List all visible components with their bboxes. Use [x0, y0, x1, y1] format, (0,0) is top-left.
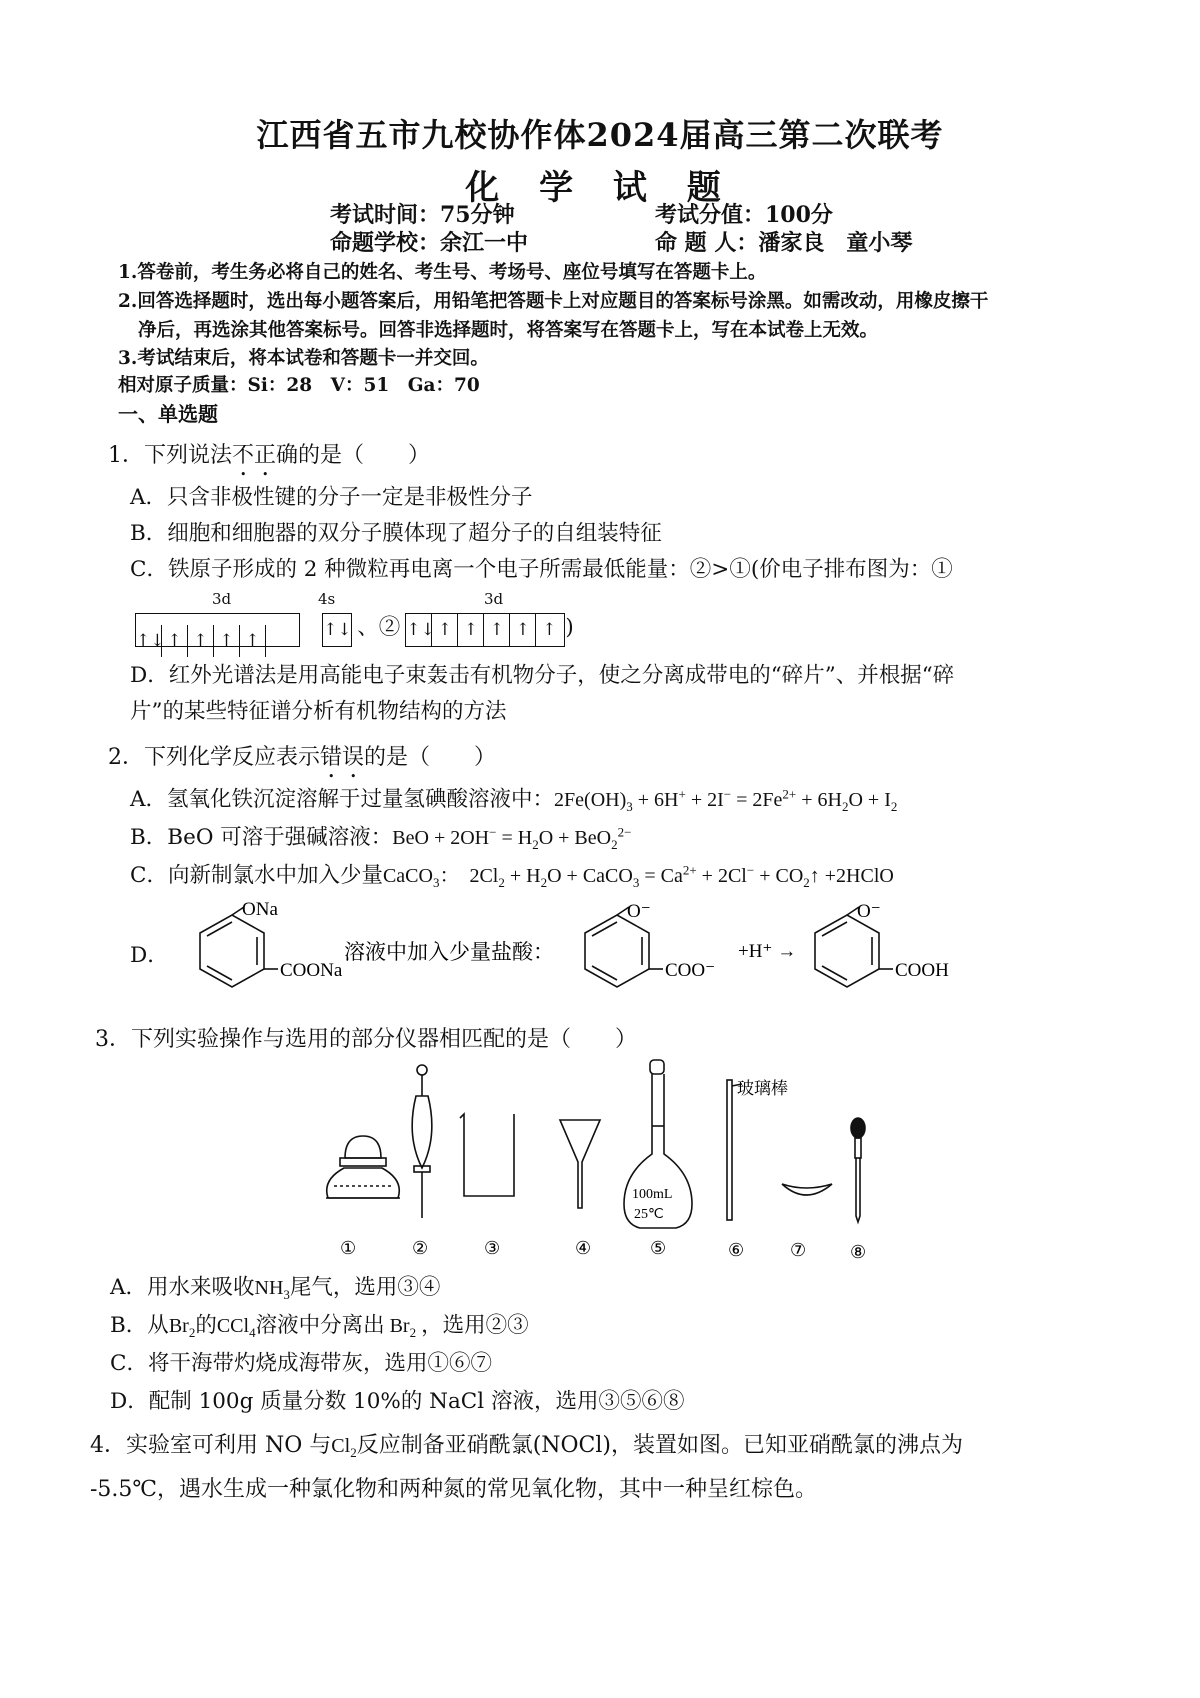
authors: 命 题 人：潘家良 童小琴 [655, 230, 913, 256]
q3-apparatus-figure [310, 1058, 880, 1268]
flask-label-temp: 25℃ [634, 1207, 664, 1222]
q2-d-mid-text: 溶液中加入少量盐酸： [344, 940, 554, 964]
q2-option-d-structures [160, 895, 1080, 1005]
school: 命题学校：余江一中 [330, 230, 529, 256]
q1-option-c: C．铁原子形成的 2 种微粒再电离一个电子所需最低能量：②>①(价电子排布图为：① [130, 557, 953, 582]
exam-title: 江西省五市九校协作体2024届高三第二次联考 [256, 116, 944, 154]
q2-option-a: A．氢氧化铁沉淀溶解于过量氢碘酸溶液中：$2Fe(OH)_3 + 6H^+ + 2I^- = 2Fe^{2+} + 6H_2O + I_2$ [130, 786, 898, 814]
q2-stem: 2．下列化学反应表示错误的是（ ） [108, 745, 497, 770]
orbital-separator: 、② [357, 615, 401, 640]
section-heading: 一、单选题 [118, 402, 218, 426]
apparatus-num-4: ④ [575, 1238, 592, 1258]
p2-side-label: COOH [895, 960, 949, 981]
orbital-label-3d-2: 3d [484, 590, 504, 608]
q3-option-c: C．将干海带灼烧成海带灰，选用①⑥⑦ [110, 1351, 492, 1376]
note-2-cont: 净后，再选涂其他答案标号。回答非选择题时，将答案写在答题卡上，写在本试卷上无效。 [138, 320, 879, 341]
exam-time: 考试时间：75分钟 [330, 202, 515, 228]
note-1: 1.答卷前，考生务必将自己的姓名、考生号、考场号、座位号填写在答题卡上。 [118, 262, 767, 283]
q4-line1: 4．实验室可利用 NO 与$Cl_2$反应制备亚硝酰氯(NOCl)，装置如图。已知亚硝酰氯的沸点为 [90, 1433, 964, 1460]
plus-h-label: +H⁺ → [738, 941, 797, 962]
flask-label-volume: 100mL [632, 1187, 673, 1202]
p1-side-label: COO⁻ [665, 960, 716, 981]
apparatus-num-6: ⑥ [728, 1240, 745, 1260]
q3-option-d: D．配制 100g 质量分数 10%的 NaCl 溶液，选用③⑤⑥⑧ [110, 1389, 685, 1414]
atomic-mass: 相对原子质量：Si：28 V：51 Ga：70 [118, 375, 480, 396]
p1-top-label: O⁻ [627, 901, 651, 922]
apparatus-num-3: ③ [484, 1238, 501, 1258]
q1-option-d-line1: D．红外光谱法是用高能电子束轰击有机物分子，使之分离成带电的“碎片”、并根据“碎 [130, 663, 955, 688]
q1-option-a: A．只含非极性键的分子一定是非极性分子 [130, 485, 533, 510]
subject-title: 化 学 试 题 [465, 168, 735, 208]
q3-option-b: B．从$Br_2$的CCl$_4$溶液中分离出 $Br_2$ ，选用②③ [110, 1313, 529, 1340]
apparatus-num-2: ② [412, 1238, 429, 1258]
q2-option-c: C．向新制氯水中加入少量CaCO$_3$： $2Cl_2 + H_2O$ + CaCO$_3$ = $Ca^{2+} + 2Cl^-$ + $CO_2↑$ +2HClO [130, 862, 894, 890]
sm-top-label: ONa [242, 899, 278, 920]
q1-option-b: B．细胞和细胞器的双分子膜体现了超分子的自组装特征 [130, 521, 662, 546]
note-2: 2.回答选择题时，选出每小题答案后，用铅笔把答题卡上对应题目的答案标号涂黑。如需改动，用橡皮擦干 [118, 291, 989, 312]
glass-rod-label: 玻璃棒 [737, 1079, 788, 1098]
q3-stem: 3．下列实验操作与选用的部分仪器相匹配的是（ ） [95, 1027, 637, 1052]
orbital-label-3d-1: 3d [212, 590, 232, 608]
q3-option-a: A．用水来吸收$NH_3$尾气，选用③④ [110, 1275, 441, 1302]
apparatus-num-1: ① [340, 1238, 357, 1258]
apparatus-num-5: ⑤ [650, 1238, 667, 1258]
q2-option-d-label: D． [130, 943, 169, 968]
apparatus-num-7: ⑦ [790, 1240, 807, 1260]
sm-side-label: COONa [280, 960, 343, 981]
p2-top-label: O⁻ [857, 901, 881, 922]
apparatus-num-8: ⑧ [850, 1242, 867, 1262]
orbital-label-4s: 4s [318, 590, 336, 608]
q1-stem: 1．下列说法不正确的是（ ） [108, 443, 431, 468]
note-3: 3.考试结束后，将本试卷和答题卡一并交回。 [118, 348, 489, 369]
orbital-diagram-1: ↑↓ ↑ ↑ ↑ ↑ ↑↓ 、② ↑↓ ↑ ↑ ↑ ↑ ↑ ) [135, 610, 574, 647]
q1-option-d-line2: 片”的某些特征谱分析有机物结构的方法 [130, 699, 507, 724]
q2-option-b: B．BeO 可溶于强碱溶液：BeO + $2OH^- = H_2O + BeO_2^{2-}$ [130, 824, 632, 852]
q4-line2: -5.5℃，遇水生成一种氯化物和两种氮的常见氧化物，其中一种呈红棕色。 [90, 1477, 818, 1502]
full-score: 考试分值：100分 [655, 202, 833, 228]
